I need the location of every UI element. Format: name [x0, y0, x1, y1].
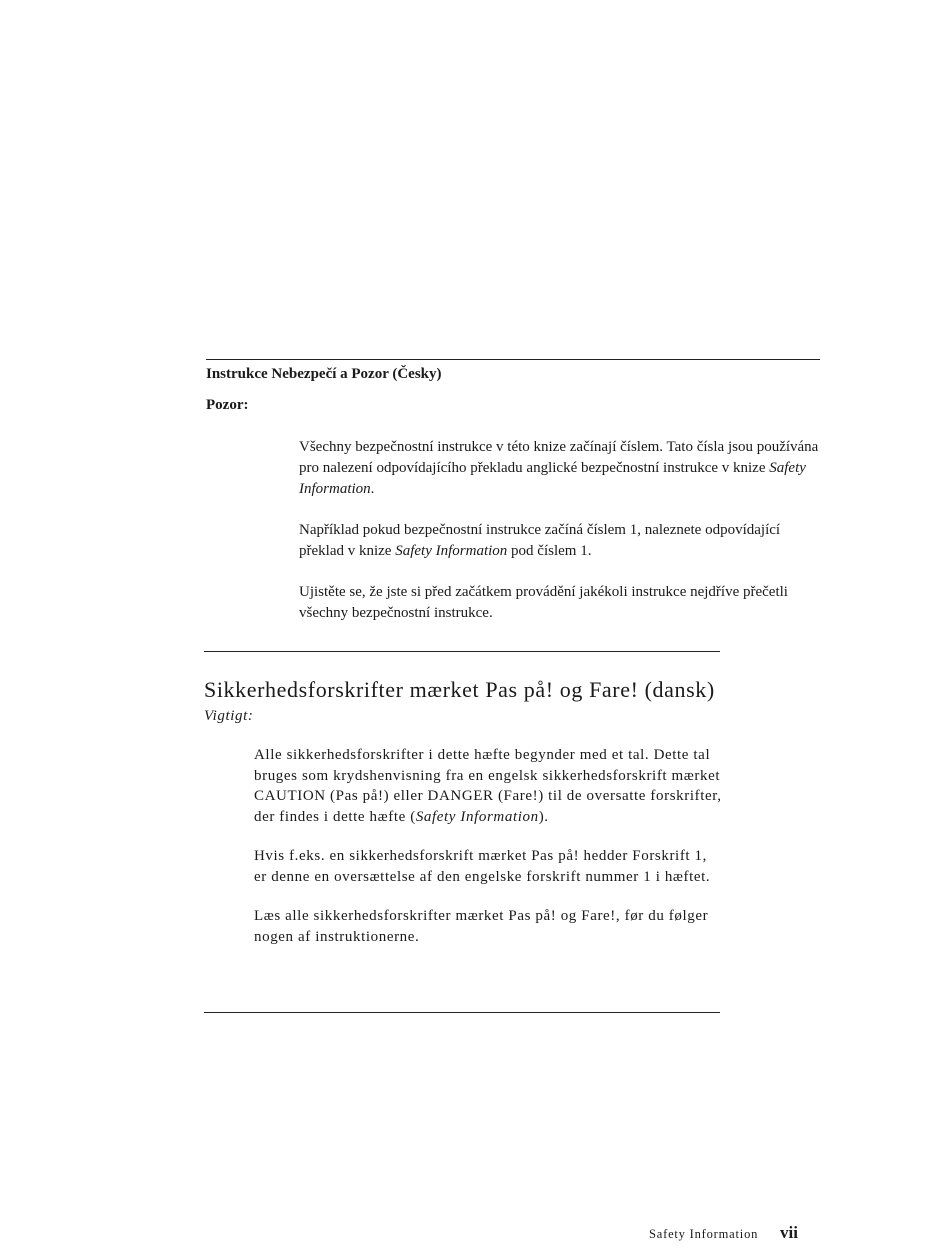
danish-section-title: Sikkerhedsforskrifter mærket Pas på! og Fare! (dansk) [204, 677, 715, 702]
czech-instructions [299, 437, 819, 644]
czech-paragraph-3: Ujistěte se, že jste si před začátkem provádění jakékoli instrukce nejdříve přečetli všechny bezpečnostní instrukce. [299, 584, 788, 621]
czech-paragraph-1: Všechny bezpečnostní instrukce v této knize začínají číslem. Tato čísla jsou používána pro nalezení odpovídajícího překladu anglické bezpečnostní instrukce v knize Safety Information. [299, 439, 819, 497]
danish-paragraph-2: Hvis f.eks. en sikkerhedsforskrift mærket Pas på! hedder Forskrift 1, er denne en oversættelse af den engelske forskrift nummer 1 i hæftet. [254, 848, 711, 885]
czech-section-title: Instrukce Nebezpečí a Pozor (Česky) [206, 366, 442, 382]
czech-paragraph-2: Například pokud bezpečnostní instrukce začíná číslem 1, naleznete odpovídající překlad v knize Safety Information pod číslem 1. [299, 522, 781, 559]
footer-section-name: Safety Information [649, 1227, 759, 1241]
danish-bottom-rule [204, 1012, 720, 1013]
danish-instructions [254, 745, 724, 966]
page-number: vii [780, 1223, 798, 1242]
danish-important-label: Vigtigt: [204, 708, 254, 724]
czech-bottom-rule [204, 651, 720, 652]
czech-caution-label: Pozor: [206, 397, 249, 413]
czech-top-rule [206, 359, 820, 360]
danish-paragraph-1: Alle sikkerhedsforskrifter i dette hæfte begynder med et tal. Dette tal bruges som krydshenvisning fra en engelsk sikkerhedsforskrift mærket CAUTION (Pas på!) eller DANGER (Fare!) til de oversatte forskrifter, der findes i dette hæfte (Safety Information). [254, 747, 722, 825]
danish-paragraph-3: Læs alle sikkerhedsforskrifter mærket Pas på! og Fare!, før du følger nogen af instruktionerne. [254, 908, 709, 945]
